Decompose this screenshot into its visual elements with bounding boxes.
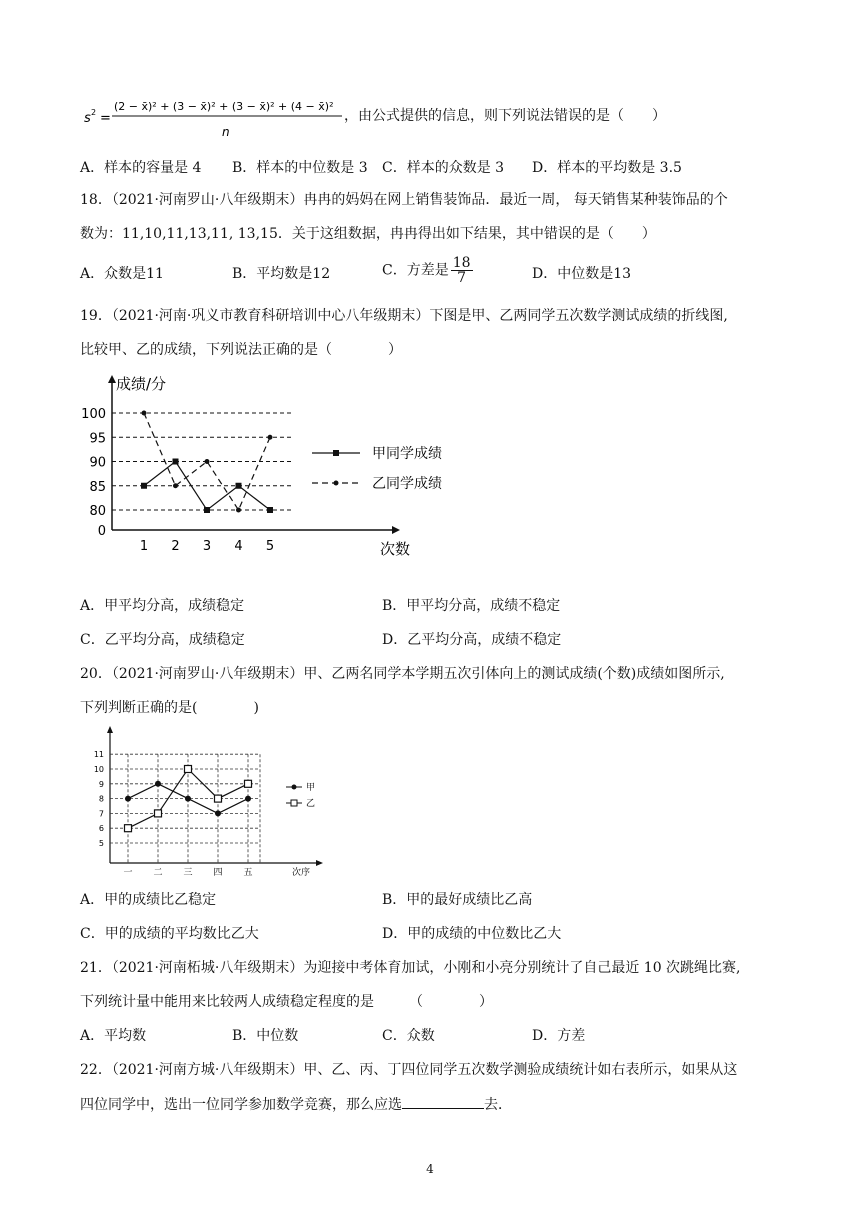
q19-option-b[interactable]: B．甲平均分高，成绩不稳定 — [382, 598, 561, 614]
y-axis-label: 成绩/分 — [116, 375, 167, 393]
legend-marker — [292, 785, 297, 790]
legend-label: 甲同学成绩 — [372, 446, 442, 462]
x-axis-label: 次数 — [380, 540, 411, 558]
y-tick-label: 9 — [98, 779, 104, 789]
y-tick-label: 8 — [98, 794, 104, 804]
score-line-chart-1 — [80, 375, 500, 565]
y-tick-label: 90 — [89, 455, 106, 471]
page-number: 4 — [426, 1162, 434, 1176]
data-point — [236, 508, 241, 513]
q17-option-b[interactable]: B．样本的中位数是 3 — [232, 160, 368, 176]
q22-stem-line2-end: 去． — [484, 1097, 512, 1113]
pullup-line-chart-2 — [80, 725, 330, 885]
fraction-denominator: 7 — [457, 270, 467, 286]
data-point — [268, 435, 273, 440]
data-point — [245, 796, 251, 802]
data-point — [236, 483, 242, 489]
data-point — [204, 507, 210, 513]
x-tick-label: 3 — [202, 539, 212, 554]
x-axis-arrow — [316, 860, 323, 866]
legend-label: 甲 — [306, 783, 316, 793]
data-point — [215, 795, 222, 802]
x-tick-label: 4 — [234, 539, 243, 554]
q22-stem-line2 — [80, 1094, 512, 1115]
x-axis-label: 次序 — [292, 868, 311, 878]
y-tick-label: 85 — [89, 479, 106, 495]
q17-option-c[interactable]: C．样本的众数是 3 — [382, 160, 505, 176]
q19-option-d[interactable]: D．乙平均分高，成绩不稳定 — [382, 632, 562, 648]
x-tick-label: 2 — [171, 539, 180, 554]
q20-option-a[interactable]: A．甲的成绩比乙稳定 — [80, 892, 217, 908]
data-point — [185, 796, 191, 802]
x-tick-label: 三 — [183, 868, 193, 878]
fraction-numerator: 18 — [452, 255, 471, 271]
x-tick-label: 5 — [265, 539, 275, 554]
q18-stem-line2: 数为：11,10,11,13,11, 13,15．关于这组数据，冉冉得出如下结果，其中错误的是（ ） — [80, 226, 656, 242]
q20-option-b[interactable]: B．甲的最好成绩比乙高 — [382, 892, 533, 908]
data-point — [155, 810, 162, 817]
q18-option-c[interactable] — [382, 256, 475, 285]
x-axis-arrow — [392, 526, 400, 534]
fraction — [451, 256, 473, 285]
q22-stem-line2-text: 四位同学中，选出一位同学参加数学竞赛，那么应选 — [80, 1097, 402, 1113]
formula-lhs-exponent: 2 — [91, 108, 97, 117]
q18-option-a[interactable]: A．众数是11 — [80, 266, 164, 282]
answer-blank[interactable] — [402, 1094, 484, 1109]
y-tick-label: 80 — [89, 504, 106, 519]
y-axis-arrow — [107, 726, 113, 733]
q20-option-d[interactable]: D．甲的成绩的中位数比乙大 — [382, 926, 562, 942]
legend-label: 乙 — [306, 799, 316, 809]
formula-denominator: n — [222, 125, 230, 139]
legend-marker — [291, 800, 297, 806]
legend-marker — [333, 450, 339, 456]
q22-stem-line1: 22．（2021·河南方城·八年级期末）甲、乙、丙、丁四位同学五次数学测验成绩统计如右表所示，如果从这 — [80, 1062, 738, 1078]
q19-stem-line1: 19．（2021·河南·巩义市教育科研培训中心八年级期末）下图是甲、乙两同学五次数学测试成绩的折线图, — [80, 308, 728, 324]
legend-label: 乙同学成绩 — [372, 476, 442, 492]
data-point — [142, 411, 147, 416]
svg-text:=: = — [100, 111, 111, 126]
data-point — [125, 825, 132, 832]
q17-option-d[interactable]: D．样本的平均数是 3.5 — [532, 160, 682, 176]
data-point — [245, 780, 252, 787]
y-tick-label: 6 — [98, 824, 104, 834]
y-tick-label: 5 — [98, 839, 104, 848]
y-tick-label: 7 — [98, 809, 104, 819]
x-tick-label: 四 — [213, 868, 223, 878]
q19-option-c[interactable]: C．乙平均分高，成绩稳定 — [80, 632, 245, 648]
q18-option-b[interactable]: B．平均数是12 — [232, 266, 331, 282]
q21-option-d[interactable]: D．方差 — [532, 1028, 586, 1044]
formula-lhs: s — [84, 111, 91, 126]
q18-stem-line1: 18．（2021·河南罗山·八年级期末）冉冉的妈妈在网上销售装饰品．最近一周， 每天销售某种装饰品的个 — [80, 192, 728, 208]
data-point — [185, 766, 192, 773]
data-point — [173, 483, 178, 488]
formula-tail: ，由公式提供的信息，则下列说法错误的是（ ） — [344, 108, 666, 124]
q20-stem-line1: 20．（2021·河南罗山·八年级期末）甲、乙两名同学本学期五次引体向上的测试成绩(个数)成绩如图所示, — [80, 666, 725, 682]
data-point — [155, 781, 161, 787]
q18-option-d[interactable]: D．中位数是13 — [532, 266, 632, 282]
data-point — [215, 810, 221, 816]
q18-option-c-label: C．方差是 — [382, 262, 449, 279]
y-tick-label: 95 — [89, 431, 106, 447]
y-tick-label: 10 — [93, 765, 104, 774]
q19-stem-line2: 比较甲、乙的成绩，下列说法正确的是（ ） — [80, 342, 402, 358]
data-point — [125, 796, 131, 802]
data-point — [205, 459, 210, 464]
y-tick-label: 0 — [97, 524, 106, 539]
q21-stem-line1: 21．（2021·河南柘城·八年级期末）为迎接中考体育加试，小刚和小亮分别统计了自己最近 10 次跳绳比赛, — [80, 960, 741, 976]
x-tick-label: 五 — [243, 868, 253, 878]
x-tick-label: 二 — [153, 868, 163, 878]
x-tick-label: 1 — [139, 539, 149, 554]
q21-option-a[interactable]: A．平均数 — [80, 1028, 147, 1044]
variance-formula — [80, 92, 370, 142]
q21-stem-line2: 下列统计量中能用来比较两人成绩稳定程度的是 （ ） — [80, 994, 493, 1010]
y-tick-label: 11 — [93, 750, 104, 760]
data-point — [141, 483, 147, 489]
y-tick-label: 100 — [81, 407, 106, 422]
q20-option-c[interactable]: C．甲的成绩的平均数比乙大 — [80, 926, 259, 942]
data-point — [267, 507, 273, 513]
formula-numerator: (2 − x̄)² + (3 − x̄)² + (3 − x̄)² + (4 − x̄)² — [114, 100, 334, 113]
q21-option-c[interactable]: C．众数 — [382, 1028, 435, 1044]
q21-option-b[interactable]: B．中位数 — [232, 1028, 299, 1044]
q20-stem-line2: 下列判断正确的是( ) — [80, 700, 259, 716]
x-tick-label: 一 — [123, 868, 133, 878]
q19-option-a[interactable]: A．甲平均分高，成绩稳定 — [80, 598, 245, 614]
data-point — [173, 459, 179, 465]
legend-marker — [334, 481, 339, 486]
q17-option-a[interactable]: A．样本的容量是 4 — [80, 160, 202, 176]
y-axis-arrow — [108, 375, 116, 383]
